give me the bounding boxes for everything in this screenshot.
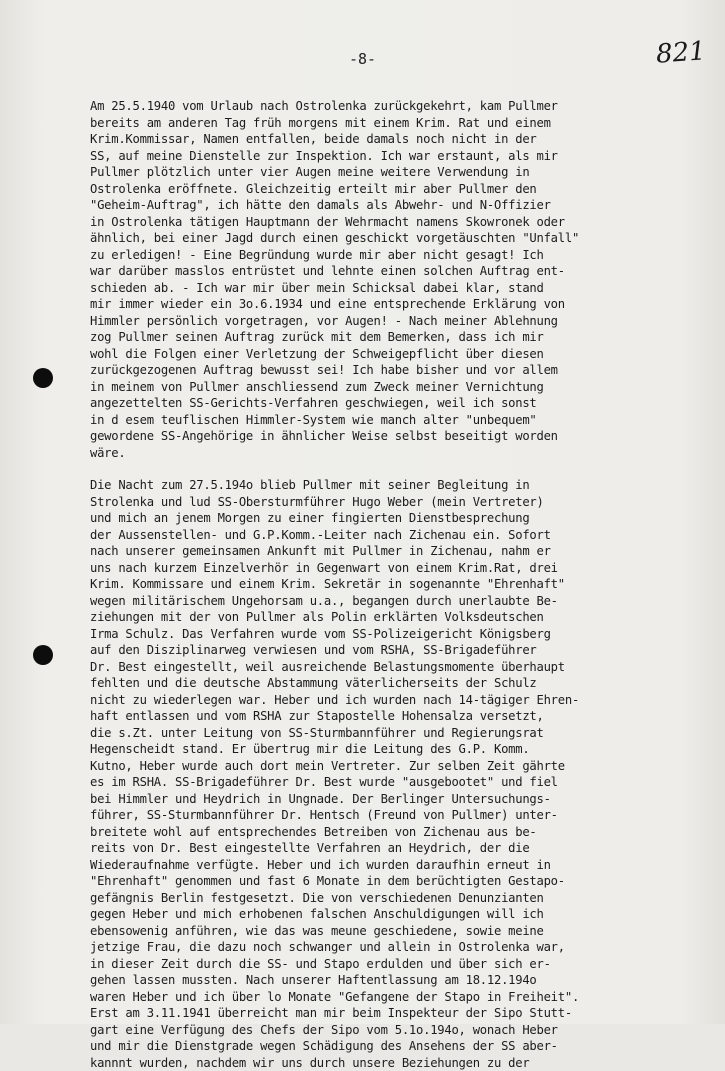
text-line: uns nach kurzem Einzelverhör in Gegenwart von einem Krim.Rat, drei bbox=[90, 560, 702, 577]
text-line: breitete wohl auf entsprechendes Betreiben von Zichenau aus be- bbox=[90, 824, 702, 841]
text-line: Krim. Kommissare und einem Krim. Sekretär in sogenannte "Ehrenhaft" bbox=[90, 576, 702, 593]
text-line: Am 25.5.1940 vom Urlaub nach Ostrolenka zurückgekehrt, kam Pullmer bbox=[90, 98, 702, 115]
page-number: -8- bbox=[0, 50, 725, 68]
text-line: in meinem von Pullmer anschliessend zum Zweck meiner Vernichtung bbox=[90, 379, 702, 396]
punch-hole-top bbox=[33, 368, 53, 388]
punch-hole-bottom bbox=[33, 645, 53, 665]
text-line: "Geheim-Auftrag", ich hätte den damals als Abwehr- und N-Offizier bbox=[90, 197, 702, 214]
text-line: der Aussenstellen- und G.P.Komm.-Leiter nach Zichenau ein. Sofort bbox=[90, 527, 702, 544]
text-line: Dr. Best eingestellt, weil ausreichende Belastungsmomente überhaupt bbox=[90, 659, 702, 676]
text-line: wegen militärischem Ungehorsam u.a., begangen durch unerlaubte Be- bbox=[90, 593, 702, 610]
text-line: Irma Schulz. Das Verfahren wurde vom SS-Polizeigericht Königsberg bbox=[90, 626, 702, 643]
text-line: Erst am 3.11.1941 überreicht man mir beim Inspekteur der Sipo Stutt- bbox=[90, 1005, 702, 1022]
text-line: gehen lassen mussten. Nach unserer Haftentlassung am 18.12.194o bbox=[90, 972, 702, 989]
text-line: SS, auf meine Dienstelle zur Inspektion. Ich war erstaunt, als mir bbox=[90, 148, 702, 165]
text-line: Wiederaufnahme verfügte. Heber und ich wurden daraufhin erneut in bbox=[90, 857, 702, 874]
text-line: ziehungen mit der von Pullmer als Polin erklärten Volksdeutschen bbox=[90, 609, 702, 626]
text-line: ähnlich, bei einer Jagd durch einen geschickt vorgetäuschten "Unfall" bbox=[90, 230, 702, 247]
text-line: gart eine Verfügung des Chefs der Sipo vom 5.1o.194o, wonach Heber bbox=[90, 1022, 702, 1039]
text-line: mir immer wieder ein 3o.6.1934 und eine entsprechende Erklärung von bbox=[90, 296, 702, 313]
text-line: haft entlassen und vom RSHA zur Stapostelle Hohensalza versetzt, bbox=[90, 708, 702, 725]
text-line: die s.Zt. unter Leitung von SS-Sturmbannführer und Regierungsrat bbox=[90, 725, 702, 742]
typed-body-text bbox=[90, 98, 702, 1071]
text-line: jetzige Frau, die dazu noch schwanger und allein in Ostrolenka war, bbox=[90, 939, 702, 956]
text-line: Die Nacht zum 27.5.194o blieb Pullmer mit seiner Begleitung in bbox=[90, 477, 702, 494]
text-line: führer, SS-Sturmbannführer Dr. Hentsch (Freund von Pullmer) unter- bbox=[90, 807, 702, 824]
text-line: Strolenka und lud SS-Obersturmführer Hugo Weber (mein Vertreter) bbox=[90, 494, 702, 511]
text-line: angezettelten SS-Gerichts-Verfahren geschwiegen, weil ich sonst bbox=[90, 395, 702, 412]
text-line: wohl die Folgen einer Verletzung der Schweigepflicht über diesen bbox=[90, 346, 702, 363]
text-line: zog Pullmer seinen Auftrag zurück mit dem Bemerken, dass ich mir bbox=[90, 329, 702, 346]
paragraph bbox=[90, 98, 702, 461]
text-line: in Ostrolenka tätigen Hauptmann der Wehrmacht namens Skowronek oder bbox=[90, 214, 702, 231]
text-line: Ostrolenka eröffnete. Gleichzeitig erteilt mir aber Pullmer den bbox=[90, 181, 702, 198]
text-line: in dieser Zeit durch die SS- und Stapo erdulden und über sich er- bbox=[90, 956, 702, 973]
text-line: nach unserer gemeinsamen Ankunft mit Pullmer in Zichenau, nahm er bbox=[90, 543, 702, 560]
text-line: in d esem teuflischen Himmler-System wie manch alter "unbequem" bbox=[90, 412, 702, 429]
text-line: ebensowenig anführen, wie das was meune geschiedene, sowie meine bbox=[90, 923, 702, 940]
text-line: gewordene SS-Angehörige in ähnlicher Weise selbst beseitigt worden bbox=[90, 428, 702, 445]
text-line: gefängnis Berlin festgesetzt. Die von verschiedenen Denunzianten bbox=[90, 890, 702, 907]
text-line: es im RSHA. SS-Brigadeführer Dr. Best wurde "ausgebootet" und fiel bbox=[90, 774, 702, 791]
text-line: fehlten und die deutsche Abstammung väterlicherseits der Schulz bbox=[90, 675, 702, 692]
text-line: Krim.Kommissar, Namen entfallen, beide damals noch nicht in der bbox=[90, 131, 702, 148]
text-line: wäre. bbox=[90, 445, 702, 462]
text-line: waren Heber und ich über lo Monate "Gefangene der Stapo in Freiheit". bbox=[90, 989, 702, 1006]
text-line: Himmler persönlich vorgetragen, vor Augen! - Nach meiner Ablehnung bbox=[90, 313, 702, 330]
text-line: kannnt wurden, nachdem wir uns durch unsere Beziehungen zu der bbox=[90, 1055, 702, 1071]
text-line: reits von Dr. Best eingestellte Verfahren an Heydrich, der die bbox=[90, 840, 702, 857]
paragraph bbox=[90, 477, 702, 1071]
text-line: und mich an jenem Morgen zu einer fingierten Dienstbesprechung bbox=[90, 510, 702, 527]
text-line: gegen Heber und mich erhobenen falschen Anschuldigungen will ich bbox=[90, 906, 702, 923]
handwritten-archive-number: 821 bbox=[655, 36, 707, 69]
text-line: auf den Disziplinarweg verwiesen und vom RSHA, SS-Brigadeführer bbox=[90, 642, 702, 659]
text-line: "Ehrenhaft" genommen und fast 6 Monate in dem berüchtigten Gestapo- bbox=[90, 873, 702, 890]
text-line: war darüber masslos entrüstet und lehnte einen solchen Auftrag ent- bbox=[90, 263, 702, 280]
text-line: bereits am anderen Tag früh morgens mit einem Krim. Rat und einem bbox=[90, 115, 702, 132]
text-line: bei Himmler und Heydrich in Ungnade. Der Berlinger Untersuchungs- bbox=[90, 791, 702, 808]
text-line: zurückgezogenen Auftrag bewusst sei! Ich habe bisher und vor allem bbox=[90, 362, 702, 379]
text-line: und mir die Dienstgrade wegen Schädigung des Ansehens der SS aber- bbox=[90, 1038, 702, 1055]
text-line: Kutno, Heber wurde auch dort mein Vertreter. Zur selben Zeit gährte bbox=[90, 758, 702, 775]
text-line: Pullmer plötzlich unter vier Augen meine weitere Verwendung in bbox=[90, 164, 702, 181]
text-line: schieden ab. - Ich war mir über mein Schicksal dabei klar, stand bbox=[90, 280, 702, 297]
text-line: nicht zu wiederlegen war. Heber und ich wurden nach 14-tägiger Ehren- bbox=[90, 692, 702, 709]
text-line: Hegenscheidt stand. Er übertrug mir die Leitung des G.P. Komm. bbox=[90, 741, 702, 758]
text-line: zu erledigen! - Eine Begründung wurde mir aber nicht gesagt! Ich bbox=[90, 247, 702, 264]
